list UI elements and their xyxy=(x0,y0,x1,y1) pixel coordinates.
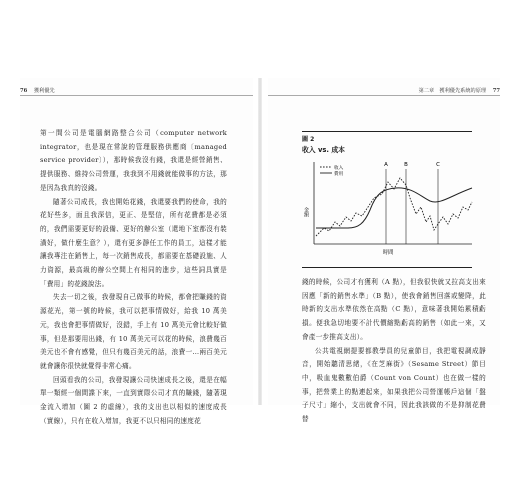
paragraph: 第一間公司是電腦網路整合公司（computer network integrator，也是現在常說的管理服務供應商〔managed service provider〕），那時候我沒有錢，我還是經營銷售、提供服務、維持公司營運，我我到不用錢就能做事的方法，那是因為我真的沒錢。 xyxy=(40,129,227,192)
book-title-left: 獲利優先 xyxy=(33,88,55,94)
marker-label-a: A xyxy=(384,162,388,168)
legend-label-revenue: 收入 xyxy=(334,166,344,171)
paragraph: 錢的時候，公司才有獲利（A 點），但我很快就又拉高支出來因應「新的銷售水準」（B 點），使我會銷售回落或變降，此時新的支出水準依然在高點（C 點），意味著我開始累積虧損。便我急切地要不計代價縮點虧高的銷售（如此一來，又會產一步推高支出）。 xyxy=(302,278,486,341)
figure-top-rule xyxy=(302,131,472,132)
running-head-left xyxy=(20,87,55,94)
revenue-expense-chart xyxy=(302,158,474,260)
left-body xyxy=(40,127,227,428)
y-axis-label: 金額 xyxy=(303,207,309,217)
marker-label-c: C xyxy=(436,162,440,168)
book-spine xyxy=(258,78,262,405)
right-body xyxy=(302,276,486,427)
running-head-right xyxy=(419,87,500,94)
figure-label: 圖 2 xyxy=(302,136,315,143)
figure-title: 收入 vs. 成本 xyxy=(302,146,345,154)
x-axis-label: 時間 xyxy=(382,250,394,256)
page-number-right: 77 xyxy=(492,88,500,94)
revenue-line xyxy=(316,178,472,236)
figure-bottom-rule xyxy=(302,267,472,268)
right-page xyxy=(268,78,500,424)
marker-label-b: B xyxy=(404,162,408,168)
legend-label-expense: 費用 xyxy=(334,172,344,177)
chapter-title-right: 第二章 獲利優先系統的原理 xyxy=(418,88,487,94)
paragraph: 公共電視網提要都教學員的兒童節目，我把電視調成靜音，開始聽清思緒，《在芝麻街》（Sesame Street）節目中，吸血鬼數數伯爵（Count von Count）也在做一樣的事，把營業上的點連起來，如果我把公司營運帳戶這個「盤子尺寸」縮小，支出就會不同，因此我該做的不是抑制花費替 xyxy=(302,346,486,424)
paragraph: 隨著公司成長，我也開始花錢，我還要我們的使命，我的花好些多，面且我深信，更正、是堅信，所有花費都是必須的，我們需要更好的設備、更好的辦公室（還地下室都沒有裝潢好，做什麼生意？），還有更多靜任工作的員工，這樣才能讓我專注在銷售上，每一次銷售成長，都需要在基礎設施、人力資源，最高級的辦公空間上有相同的進步，這些詞具實是「費用」的花錢說法。 xyxy=(40,197,227,288)
header-rule-right xyxy=(268,95,500,96)
header-rule-left xyxy=(20,95,253,96)
left-page xyxy=(20,78,253,425)
paragraph: 回頭看我的公司，我發現讓公司快速成長之後，還是在幅單一類經一個間諜下來，一直到實際公司才真的賺錢，隨著現金流入增加（圖 2 的虛線），我的支出也以相似的速度成長（實線），只有在收入增加，我更不以只相同的速度花 xyxy=(40,375,227,425)
paragraph: 失去一切之後，我發現自己做事的時候，都會把賺錢的資源花光，第一號的時候，我可以把事情做好，給我 10 萬美元，我也會把事情做好，沒錯，手上有 10 萬美元會比較好做事，但是那要用出錢，有 10 萬美元可以花的時候，浪費幾百美元也不會有感覺，但只有幾百美元的話，浪費一…兩百美元就會讓你很快就覺得非常心痛。 xyxy=(40,293,227,370)
page-number-left: 76 xyxy=(20,88,28,94)
